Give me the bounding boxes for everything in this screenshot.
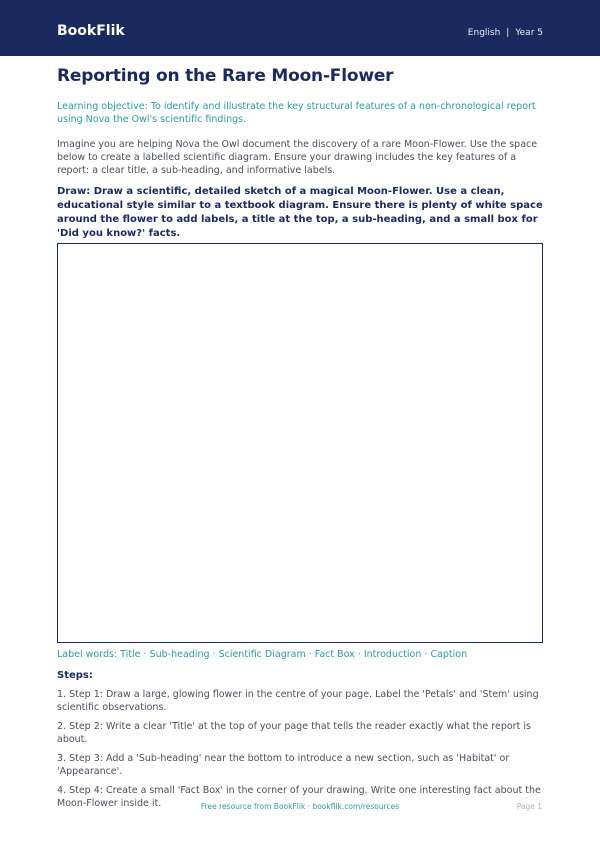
page-footer: Free resource from BookFlik · bookflik.com/resources <box>200 802 400 811</box>
header-meta <box>468 28 543 38</box>
steps-list <box>57 688 547 816</box>
drawing-area[interactable] <box>57 243 543 643</box>
label-words: Label words: Title · Sub-heading · Scientific Diagram · Fact Box · Introduction · Caption <box>57 649 468 660</box>
drawing-prompt: Draw: Draw a scientific, detailed sketch of a magical Moon-Flower. Use a clean, educational style similar to a textbook diagram. Ensure there is plenty of white space around the flower to add labels, a title at the top, a sub-heading, and a small box for 'Did you know?' facts. <box>57 186 543 239</box>
meta-separator: | <box>506 28 510 38</box>
learning-objective: Learning objective: To identify and illustrate the key structural features of a non-chronological report using Nova the Owl's scientific findings. <box>57 101 536 125</box>
page-header <box>0 0 600 56</box>
step-item: 1. Step 1: Draw a large, glowing flower in the centre of your page. Label the 'Petals' and 'Stem' using scientific observations. <box>57 689 539 713</box>
step-item: 4. Step 4: Create a small 'Fact Box' in the corner of your drawing. Write one interesting fact about the Moon-Flower inside it. <box>57 785 541 809</box>
step-item: 3. Step 3: Add a 'Sub-heading' near the bottom to introduce a new section, such as 'Habitat' or 'Appearance'. <box>57 753 510 777</box>
year-label: Year 5 <box>515 28 543 38</box>
intro-paragraph: Imagine you are helping Nova the Owl document the discovery of a rare Moon-Flower. Use the space below to create a labelled scientific diagram. Ensure your drawing includes the key features of a report: a clear title, a sub-heading, and informative labels. <box>57 139 538 176</box>
brand-logo: BookFlik <box>57 23 125 39</box>
page-title: Reporting on the Rare Moon-Flower <box>57 66 394 86</box>
steps-heading: Steps: <box>57 670 93 681</box>
subject-label: English <box>467 28 501 38</box>
step-item: 2. Step 2: Write a clear 'Title' at the top of your page that tells the reader exactly what the report is about. <box>57 721 531 745</box>
page-number: Page 1 <box>516 802 542 811</box>
